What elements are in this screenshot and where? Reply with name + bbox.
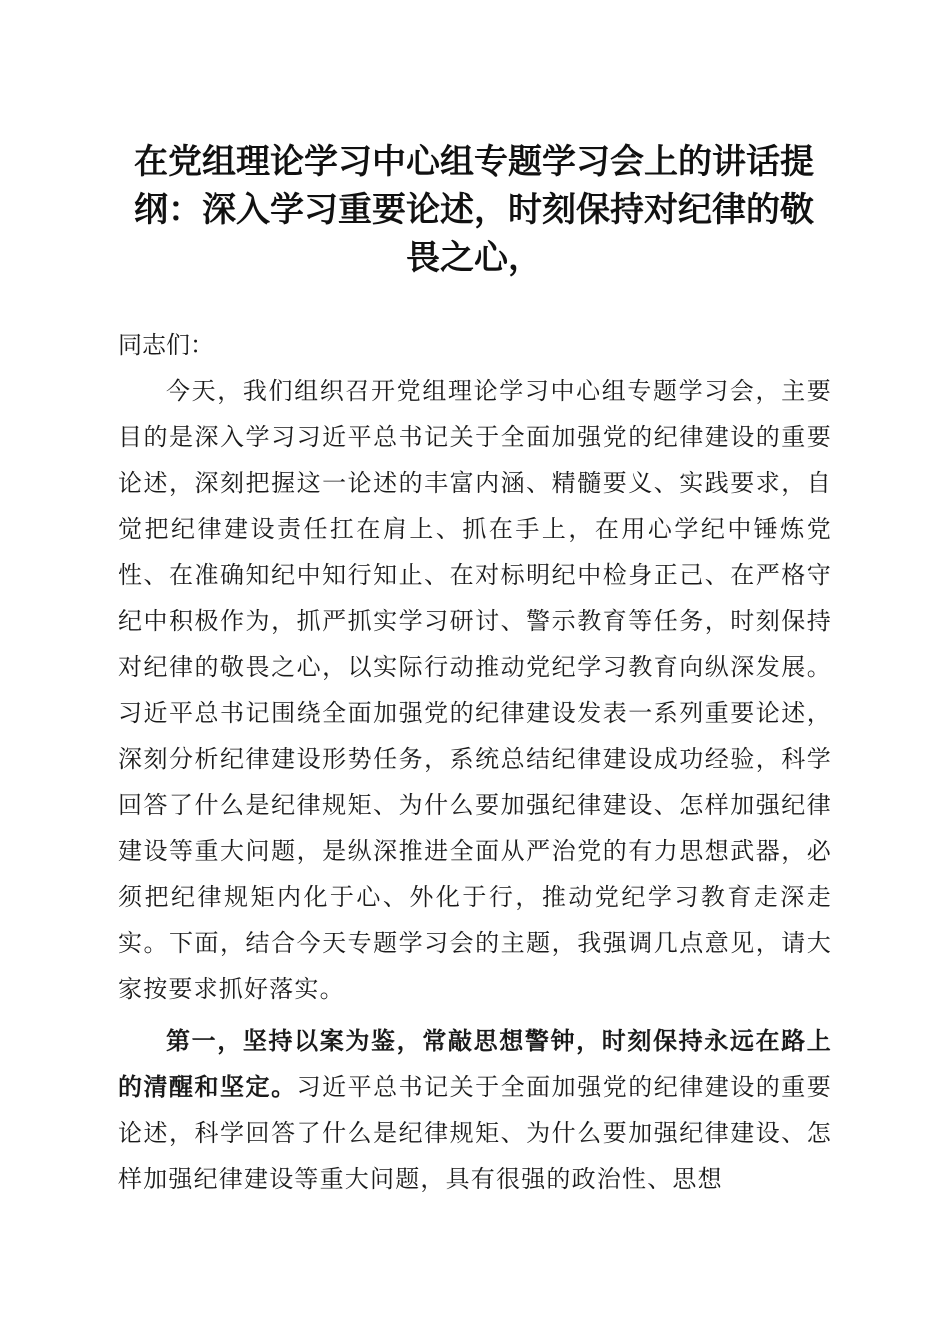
paragraph-first-point-text: 习近平总书记关于全面加强党的纪律建设的重要论述，科学回答了什么是纪律规矩、为什么要加强纪律建设、怎样加强纪律建设等重大问题，具有很强的政治性、思想 xyxy=(118,1073,832,1193)
document-body xyxy=(118,322,832,1202)
document-title: 在党组理论学习中心组专题学习会上的讲话提纲：深入学习重要论述，时刻保持对纪律的敬畏之心， xyxy=(134,142,814,278)
paragraph-first-point xyxy=(118,1018,832,1202)
salutation: 同志们： xyxy=(118,331,214,359)
paragraph-first-point-heading: 第一，坚持以案为鉴，常敲思想警钟，时刻保持永远在路上的清醒和坚定。 xyxy=(118,1027,832,1101)
paragraph-intro-text: 今天，我们组织召开党组理论学习中心组专题学习会，主要目的是深入学习习近平总书记关于全面加强党的纪律建设的重要论述，深刻把握这一论述的丰富内涵、精髓要义、实践要求，自觉把纪律建设责任扛在肩上、抓在手上，在用心学纪中锤炼党性、在准确知纪中知行知止、在对标明纪中检身正己、在严格守纪中积极作为，抓严抓实学习研讨、警示教育等任务，时刻保持对纪律的敬畏之心，以实际行动推动党纪学习教育向纵深发展。习近平总书记围绕全面加强党的纪律建设发表一系列重要论述，深刻分析纪律建设形势任务，系统总结纪律建设成功经验，科学回答了什么是纪律规矩、为什么要加强纪律建设、怎样加强纪律建设等重大问题，是纵深推进全面从严治党的有力思想武器，必须把纪律规矩内化于心、外化于行，推动党纪学习教育走深走实。下面，结合今天专题学习会的主题，我强调几点意见，请大家按要求抓好落实。 xyxy=(118,377,832,1003)
paragraph-intro xyxy=(118,368,832,1012)
